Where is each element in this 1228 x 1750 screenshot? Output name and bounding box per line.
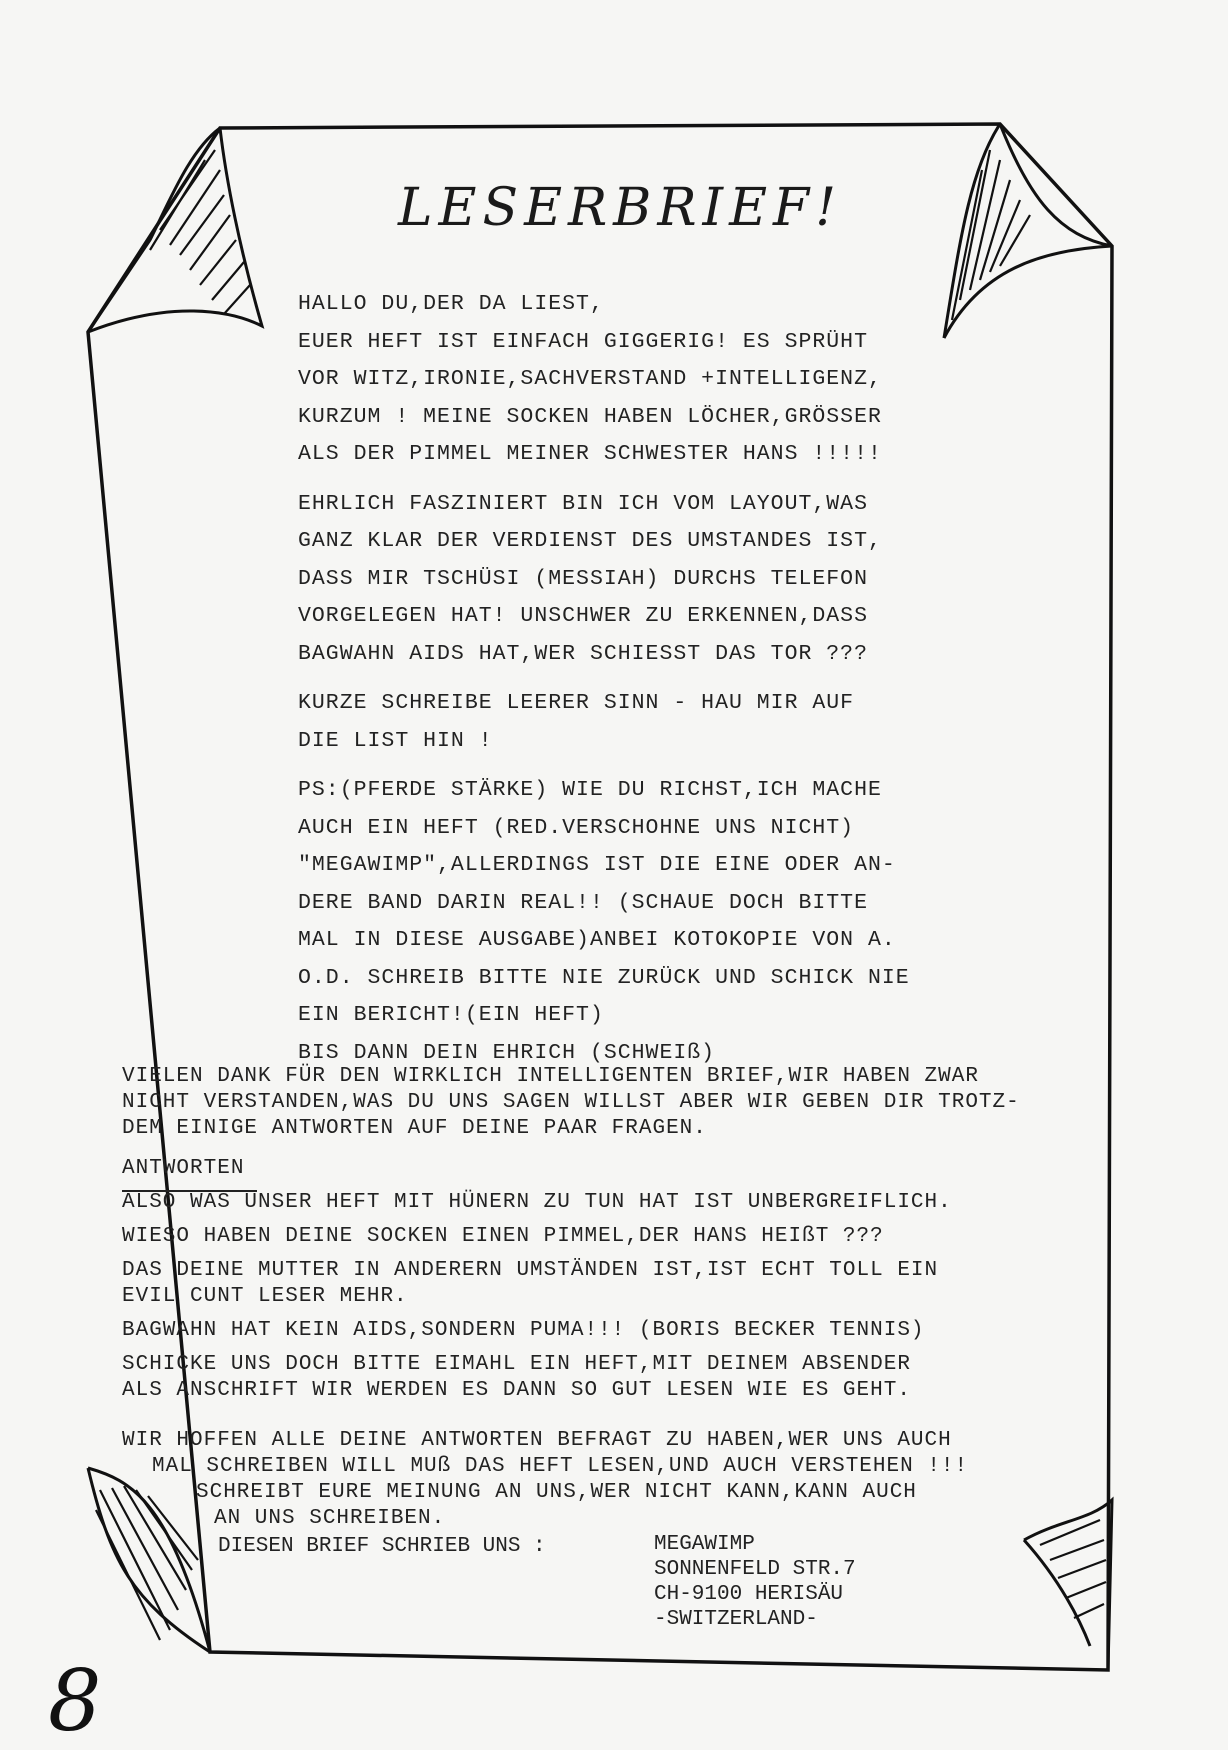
page-number: 8 [48,1652,102,1750]
text-line: VIELEN DANK FÜR DEN WIRKLICH INTELLIGENTEN BRIEF,WIR HABEN ZWAR [122,1065,979,1088]
text-line: DEM EINIGE ANTWORTEN AUF DEINE PAAR FRAGEN. [122,1117,707,1140]
answer-item [122,1352,952,1404]
text-line: SCHICKE UNS DOCH BITTE EIMAHL EIN HEFT,MIT DEINEM ABSENDER [122,1353,911,1376]
text-line: DAS DEINE MUTTER IN ANDERERN UMSTÄNDEN IST,IST ECHT TOLL EIN [122,1259,939,1282]
reply-closing [122,1428,968,1532]
text-line: PS:(PFERDE STÄRKE) WIE DU RICHST,ICH MACHE [298,778,882,802]
text-line: MAL IN DIESE AUSGABE)ANBEI KOTOKOPIE VON A. [298,928,896,952]
letter-paragraph [298,685,910,760]
answers-heading: ANTWORTEN [122,1157,245,1180]
reader-letter [298,286,910,1084]
sender-address [654,1532,856,1632]
reply-intro [122,1064,1020,1142]
text-line: "MEGAWIMP",ALLERDINGS IST DIE EINE ODER AN- [298,853,896,877]
text-line: WIESO HABEN DEINE SOCKEN EINEN PIMMEL,DER HANS HEIßT ??? [122,1225,884,1248]
text-line: ALS ANSCHRIFT WIR WERDEN ES DANN SO GUT LESEN WIE ES GEHT. [122,1379,911,1402]
text-line: KURZE SCHREIBE LEERER SINN - HAU MIR AUF [298,691,855,715]
text-line: AUCH EIN HEFT (RED.VERSCHOHNE UNS NICHT) [298,815,855,840]
answers-list [122,1190,952,1412]
answer-item [122,1318,952,1344]
text-line: BIS DANN DEIN EHRICH (SCHWEIß) [298,1040,716,1065]
text-line: SONNENFELD STR.7 [654,1558,856,1581]
signoff-line: DIESEN BRIEF SCHRIEB UNS : [218,1535,546,1558]
text-line: O.D. SCHREIB BITTE NIE ZURÜCK UND SCHICK NIE [298,965,910,990]
text-line: EHRLICH FASZINIERT BIN ICH VOM LAYOUT,WAS [298,491,868,516]
text-line: DASS MIR TSCHÜSI (MESSIAH) DURCHS TELEFON [298,566,868,591]
text-line: ALS DER PIMMEL MEINER SCHWESTER HANS !!!!! [298,442,882,466]
letter-paragraph [298,286,910,474]
text-line: DERE BAND DARIN REAL!! (SCHAUE DOCH BITTE [298,890,868,915]
text-line: EIN BERICHT!(EIN HEFT) [298,1003,604,1027]
letter-paragraph [298,772,910,1072]
text-line: KURZUM ! MEINE SOCKEN HABEN LÖCHER,GRÖSSER [298,404,882,429]
text-line: MAL SCHREIBEN WILL MUß DAS HEFT LESEN,UND AUCH VERSTEHEN !!! [152,1455,969,1478]
answer-item [122,1224,952,1250]
text-line: EUER HEFT IST EINFACH GIGGERIG! ES SPRÜHT [298,329,868,354]
text-line: EVIL CUNT LESER MEHR. [122,1285,408,1308]
text-line: BAGWAHN AIDS HAT,WER SCHIESST DAS TOR ??? [298,641,868,666]
text-line: VORGELEGEN HAT! UNSCHWER ZU ERKENNEN,DASS [298,604,868,628]
page-title: LESERBRIEF! [397,178,843,238]
text-line: AN UNS SCHREIBEN. [214,1507,446,1530]
text-line: VOR WITZ,IRONIE,SACHVERSTAND +INTELLIGENZ, [298,367,882,391]
text-line: DIE LIST HIN ! [298,728,493,753]
text-line: -SWITZERLAND- [654,1608,818,1631]
text-line: GANZ KLAR DER VERDIENST DES UMSTANDES IST, [298,529,882,553]
text-line: BAGWAHN HAT KEIN AIDS,SONDERN PUMA!!! (BORIS BECKER TENNIS) [122,1319,925,1342]
letter-paragraph [298,486,910,674]
text-line: SCHREIBT EURE MEINUNG AN UNS,WER NICHT KANN,KANN AUCH [196,1481,917,1504]
text-line: ALSO WAS UNSER HEFT MIT HÜNERN ZU TUN HAT IST UNBERGREIFLICH. [122,1191,952,1214]
answer-item [122,1190,952,1216]
answer-item [122,1258,952,1310]
text-line: NICHT VERSTANDEN,WAS DU UNS SAGEN WILLST ABER WIR GEBEN DIR TROTZ- [122,1091,1020,1114]
text-line: CH-9100 HERISÄU [654,1583,844,1606]
text-line: MEGAWIMP [654,1533,755,1556]
text-line: WIR HOFFEN ALLE DEINE ANTWORTEN BEFRAGT ZU HABEN,WER UNS AUCH [122,1429,952,1452]
text-line: HALLO DU,DER DA LIEST, [298,292,604,316]
